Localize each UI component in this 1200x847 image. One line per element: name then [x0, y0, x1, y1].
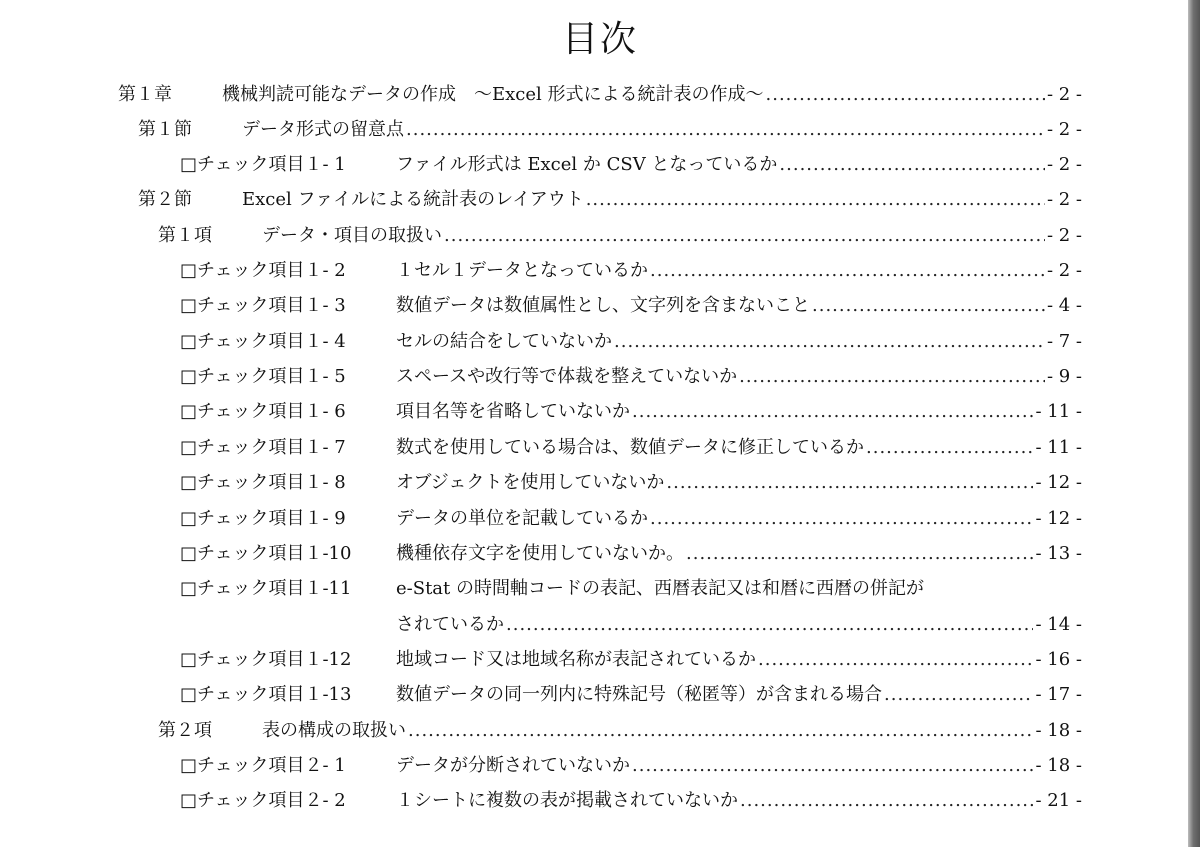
toc-entry-text: データ・項目の取扱い [262, 225, 442, 246]
toc-entry-check-1-7[interactable] [180, 431, 1082, 465]
toc-entry-page: - 17 - [1035, 684, 1082, 705]
toc-entry-check-1-2[interactable] [180, 254, 1082, 288]
toc-entry-label: □チェック項目１-13 [180, 684, 352, 705]
toc-entry-label: □チェック項目１- 5 [180, 366, 346, 387]
dot-leader [812, 289, 1045, 323]
dot-leader [586, 183, 1045, 217]
toc-entry-label: □チェック項目１- 2 [180, 260, 346, 281]
toc-entry-page: - 21 - [1035, 790, 1082, 811]
toc-entry-text: データが分断されていないか [396, 755, 630, 776]
dot-leader [739, 360, 1045, 394]
dot-leader [650, 254, 1045, 288]
toc-entry-text: 数値データは数値属性とし、文字列を含まないこと [396, 295, 810, 316]
page-title: 目次 [561, 19, 638, 60]
toc-entry-label: 第２節 [138, 189, 192, 210]
dot-leader [666, 466, 1033, 500]
toc-entry-check-2-1[interactable] [180, 749, 1082, 783]
dot-leader [444, 219, 1045, 253]
dot-leader [632, 395, 1033, 429]
dot-leader [766, 78, 1045, 112]
dot-leader [506, 608, 1033, 642]
dot-leader [406, 113, 1045, 147]
toc-entry-page: - 13 - [1035, 543, 1082, 564]
table-of-contents [0, 78, 1200, 838]
dot-leader [779, 148, 1045, 182]
toc-entry-check-1-6[interactable] [180, 395, 1082, 429]
toc-entry-check-1-9[interactable] [180, 502, 1082, 536]
toc-entry-text: １セル１データとなっているか [396, 260, 648, 281]
toc-entry-text: 数式を使用している場合は、数値データに修正しているか [396, 437, 864, 458]
toc-entry-page: - 12 - [1035, 508, 1082, 529]
toc-entry-check-1-4[interactable] [180, 325, 1082, 359]
toc-entry-text: １シートに複数の表が掲載されていないか [396, 790, 738, 811]
toc-entry-subsection-1[interactable] [158, 219, 1082, 253]
dot-leader [866, 431, 1033, 465]
toc-entry-label: □チェック項目１- 6 [180, 401, 346, 422]
toc-entry-label: 第１節 [138, 119, 192, 140]
dot-leader [650, 502, 1033, 536]
toc-entry-check-1-12[interactable] [180, 643, 1082, 677]
toc-entry-text: 機械判読可能なデータの作成 ～Excel 形式による統計表の作成～ [222, 84, 764, 105]
dot-leader [614, 325, 1045, 359]
dot-leader [758, 643, 1033, 677]
toc-entry-label: □チェック項目１- 3 [180, 295, 346, 316]
toc-entry-check-1-11[interactable] [180, 572, 924, 606]
toc-entry-section-2[interactable] [138, 183, 1082, 217]
toc-entry-text: 表の構成の取扱い [262, 720, 406, 741]
toc-entry-label: □チェック項目１- 1 [180, 154, 346, 175]
toc-entry-label: □チェック項目１-12 [180, 649, 352, 670]
toc-entry-page: - 18 - [1035, 720, 1082, 741]
toc-entry-page: - 2 - [1046, 225, 1082, 246]
toc-entry-label: □チェック項目１- 9 [180, 508, 346, 529]
toc-entry-label: □チェック項目２- 1 [180, 755, 346, 776]
toc-entry-text: データ形式の留意点 [242, 119, 404, 140]
toc-entry-check-1-10[interactable] [180, 537, 1082, 571]
toc-entry-text: e-Stat の時間軸コードの表記、西暦表記又は和暦に西暦の併記が [396, 578, 924, 599]
toc-entry-page: - 2 - [1046, 189, 1082, 210]
toc-entry-page: - 11 - [1035, 401, 1082, 422]
toc-entry-label: □チェック項目１-11 [180, 578, 352, 599]
toc-entry-page: - 11 - [1035, 437, 1082, 458]
toc-entry-label: 第１章 [118, 84, 172, 105]
toc-entry-page: - 2 - [1046, 119, 1082, 140]
dot-leader [632, 749, 1033, 783]
toc-entry-text: 機種依存文字を使用していないか。 [396, 543, 684, 564]
toc-entry-label: □チェック項目１- 8 [180, 472, 346, 493]
toc-entry-label: 第２項 [158, 720, 212, 741]
toc-entry-text: Excel ファイルによる統計表のレイアウト [242, 189, 584, 210]
toc-entry-subsection-2[interactable] [158, 714, 1082, 748]
toc-entry-text: ファイル形式は Excel か CSV となっているか [396, 154, 778, 175]
toc-entry-text-continuation: されているか [396, 614, 504, 635]
toc-entry-text: 地域コード又は地域名称が表記されているか [396, 649, 756, 670]
toc-entry-page: - 7 - [1046, 331, 1082, 352]
toc-entry-check-1-5[interactable] [180, 360, 1082, 394]
toc-entry-page: - 12 - [1035, 472, 1082, 493]
toc-entry-check-2-2[interactable] [180, 784, 1082, 818]
toc-entry-check-1-3[interactable] [180, 289, 1082, 323]
dot-leader [686, 537, 1033, 571]
toc-entry-page: - 2 - [1046, 154, 1082, 175]
toc-entry-label: □チェック項目１- 7 [180, 437, 346, 458]
dot-leader [408, 714, 1033, 748]
toc-entry-section-1[interactable] [138, 113, 1082, 147]
toc-entry-chapter-1[interactable] [118, 78, 1082, 112]
toc-entry-check-1-11-continuation[interactable] [396, 608, 1082, 642]
toc-entry-page: - 4 - [1046, 295, 1082, 316]
toc-entry-label: □チェック項目１-10 [180, 543, 352, 564]
toc-entry-text: セルの結合をしていないか [396, 331, 612, 352]
toc-entry-text: 項目名等を省略していないか [396, 401, 630, 422]
toc-entry-page: - 18 - [1035, 755, 1082, 776]
toc-entry-label: □チェック項目２- 2 [180, 790, 346, 811]
viewer-edge-shadow [1188, 0, 1200, 847]
toc-entry-page: - 2 - [1046, 260, 1082, 281]
toc-entry-label: 第１項 [158, 225, 212, 246]
toc-entry-check-1-8[interactable] [180, 466, 1082, 500]
toc-entry-text: データの単位を記載しているか [396, 508, 648, 529]
dot-leader [740, 784, 1033, 818]
dot-leader [884, 678, 1033, 712]
toc-entry-page: - 16 - [1035, 649, 1082, 670]
toc-entry-label: □チェック項目１- 4 [180, 331, 346, 352]
toc-entry-page: - 14 - [1035, 614, 1082, 635]
toc-entry-page: - 2 - [1046, 84, 1082, 105]
toc-entry-text: 数値データの同一列内に特殊記号（秘匿等）が含まれる場合 [396, 684, 882, 705]
toc-entry-check-1-1[interactable] [180, 148, 1082, 182]
toc-entry-page: - 9 - [1046, 366, 1082, 387]
toc-entry-text: オブジェクトを使用していないか [396, 472, 665, 493]
toc-entry-check-1-13[interactable] [180, 678, 1082, 712]
toc-entry-text: スペースや改行等で体裁を整えていないか [396, 366, 738, 387]
